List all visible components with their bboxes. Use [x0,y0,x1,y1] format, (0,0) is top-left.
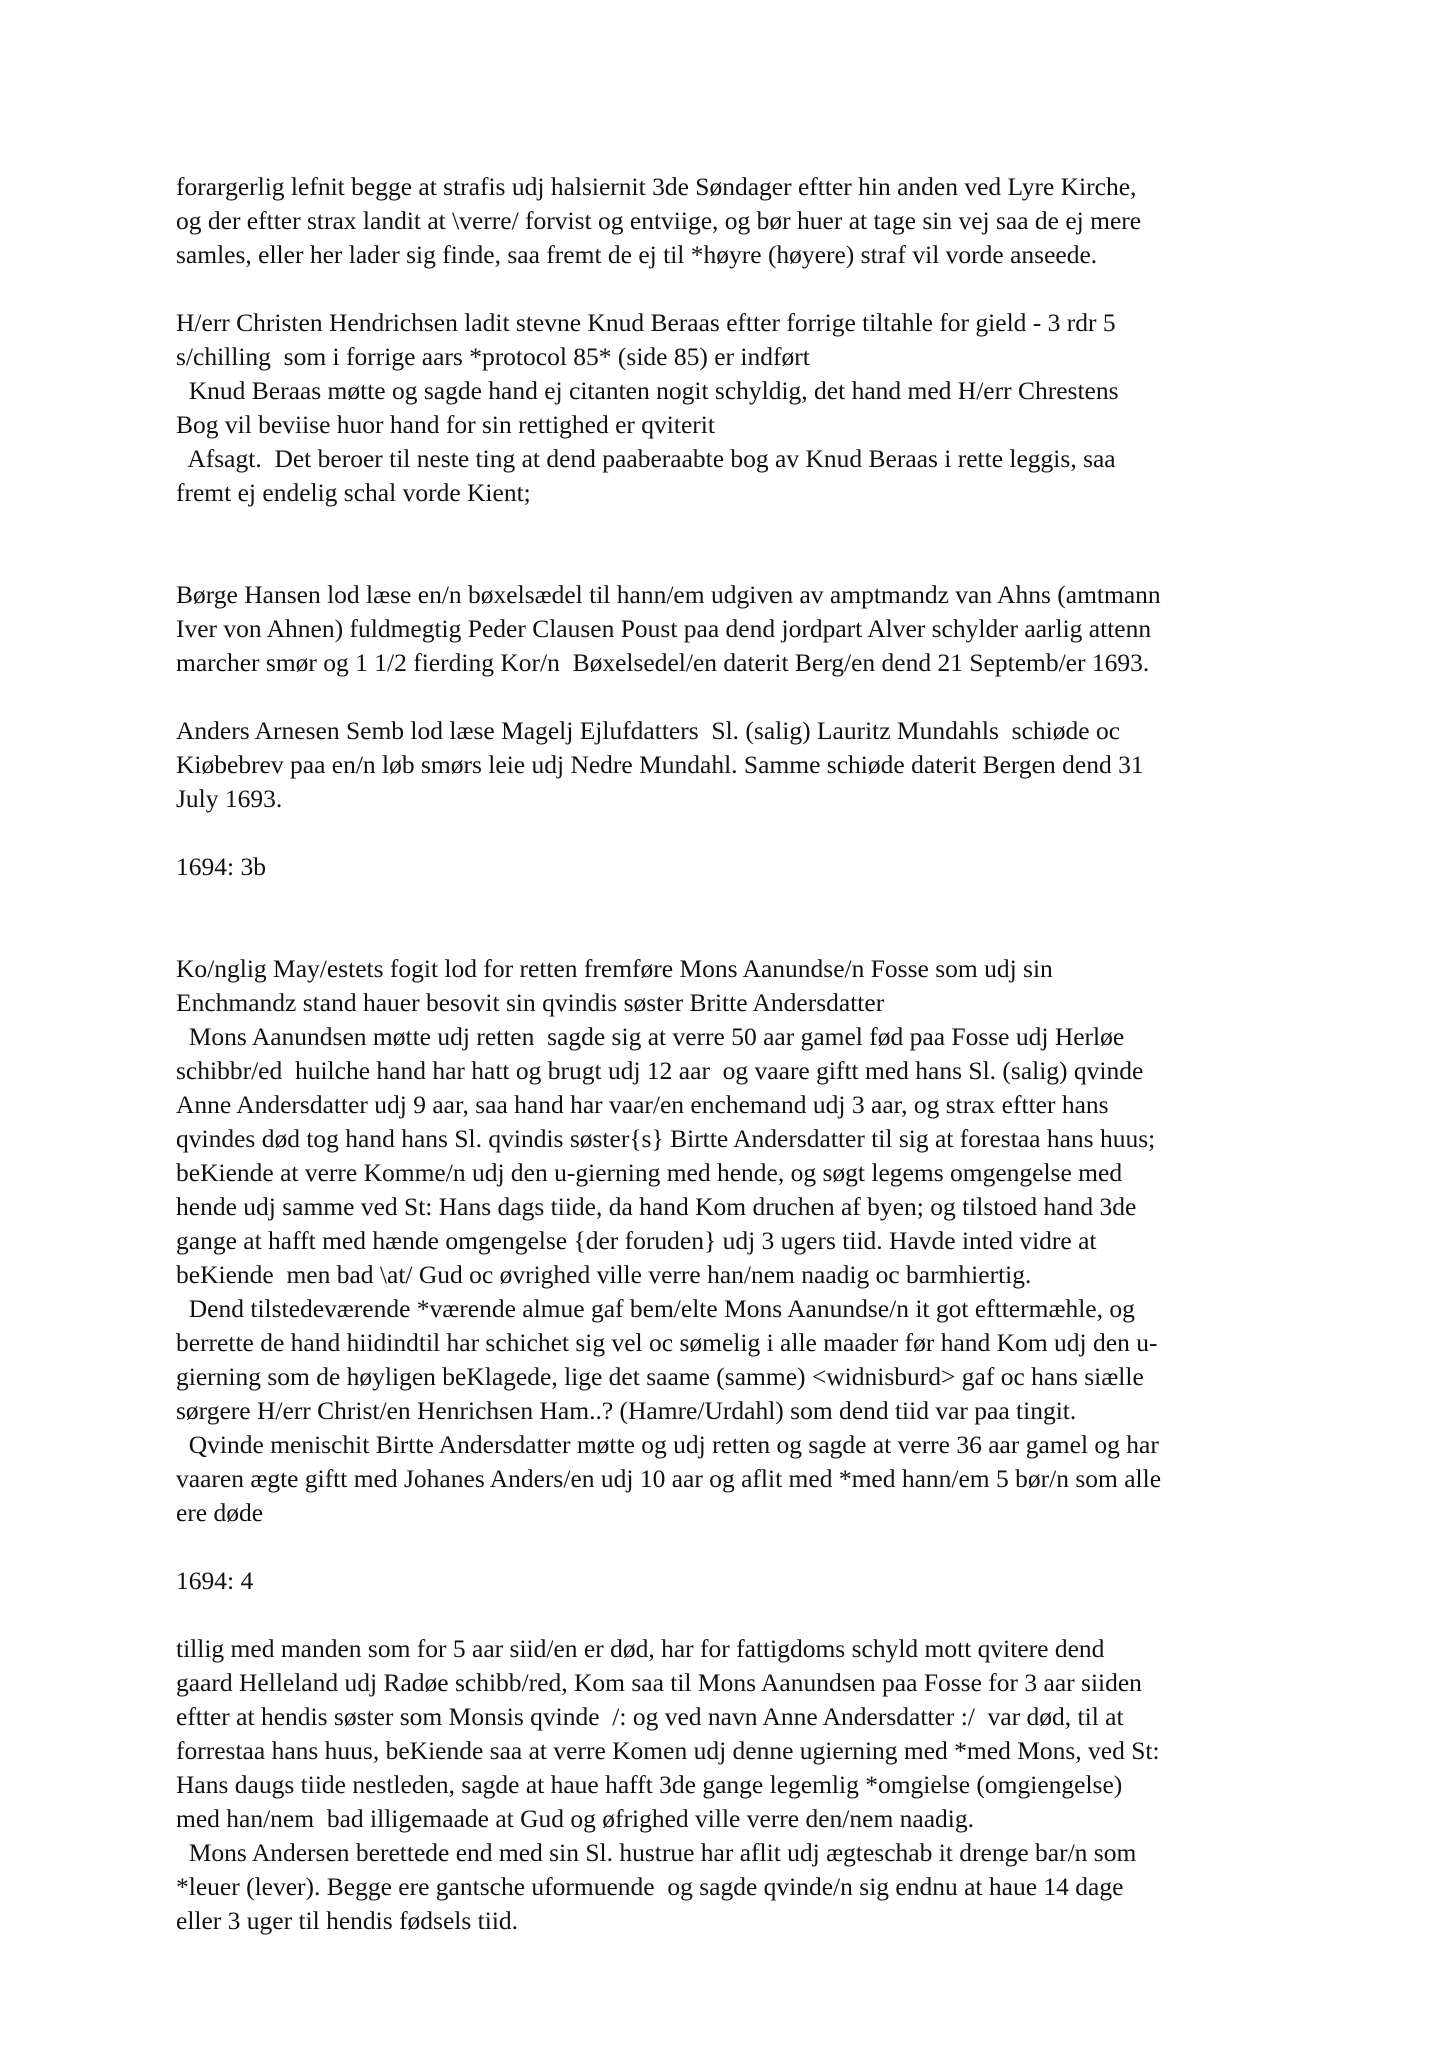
text-line: Iver von Ahnen) fuldmegtig Peder Clausen Poust paa dend jordpart Alver schylder aarlig attenn [176,614,1152,643]
text-line: gange at hafft med hænde omgengelse {der foruden} udj 3 ugers tiid. Havde inted vidre at [176,1226,1097,1255]
text-line: Ko/nglig May/estets fogit lod for retten fremføre Mons Aanundse/n Fosse som udj sin [176,954,1053,983]
paragraph [176,170,1336,272]
text-line: s/chilling som i forrige aars *protocol 85* (side 85) er indført [176,342,810,371]
text-line: fremt ej endelig schal vorde Kient; [176,478,531,507]
text-line: og der eftter strax landit at \verre/ forvist og entviige, og bør huer at tage sin vej saa de ej mere [176,206,1142,235]
text-line: forargerlig lefnit begge at strafis udj halsiernit 3de Søndager eftter hin anden ved Lyre Kirche, [176,172,1137,201]
text-line: Dend tilstedeværende *værende almue gaf bem/elte Mons Aanundse/n it got efttermæhle, og [176,1294,1135,1323]
text-line: vaaren ægte giftt med Johanes Anders/en udj 10 aar og aflit med *med hann/em 5 bør/n som alle [176,1464,1162,1493]
text-line: Børge Hansen lod læse en/n bøxelsædel til hann/em udgiven av amptmandz van Ahns (amtmann [176,580,1161,609]
text-line: Qvinde menischit Birtte Andersdatter møtte og udj retten og sagde at verre 36 aar gamel og har [176,1430,1159,1459]
paragraph-spacer [176,272,1336,306]
paragraph-spacer [176,816,1336,850]
text-line: schibbr/ed huilche hand har hatt og brugt udj 12 aar og vaare giftt med hans Sl. (salig) qvinde [176,1056,1144,1085]
text-line: beKiende men bad \at/ Gud oc øvrighed ville verre han/nem naadig oc barmhiertig. [176,1260,1032,1289]
text-line: berrette de hand hiidindtil har schichet sig vel oc sømelig i alle maader før hand Kom udj den u- [176,1328,1158,1357]
text-line: gaard Helleland udj Radøe schibb/red, Kom saa til Mons Aanundsen paa Fosse for 3 aar siiden [176,1668,1142,1697]
page-reference [176,1564,1336,1598]
text-line: eller 3 uger til hendis fødsels tiid. [176,1906,519,1935]
paragraph [176,578,1336,680]
text-line: forrestaa hans huus, beKiende saa at verre Komen udj denne ugierning med *med Mons, ved St: [176,1736,1160,1765]
paragraph-spacer [176,680,1336,714]
text-line: marcher smør og 1 1/2 fierding Kor/n Bøxelsedel/en daterit Berg/en dend 21 Septemb/er 1693. [176,648,1150,677]
text-line: tillig med manden som for 5 aar siid/en er død, har for fattigdoms schyld mott qvitere dend [176,1634,1105,1663]
text-line: Anne Andersdatter udj 9 aar, saa hand har vaar/en enchemand udj 3 aar, og strax eftter hans [176,1090,1109,1119]
paragraph-spacer [176,1598,1336,1632]
paragraph-spacer [176,884,1336,952]
text-line: Hans daugs tiide nestleden, sagde at haue hafft 3de gange legemlig *omgielse (omgiengelse) [176,1770,1123,1799]
text-line: July 1693. [176,784,283,813]
page-reference [176,850,1336,884]
text-line: beKiende at verre Komme/n udj den u-gierning med hende, og søgt legems omgengelse med [176,1158,1123,1187]
text-line: Mons Aanundsen møtte udj retten sagde sig at verre 50 aar gamel fød paa Fosse udj Herløe [176,1022,1125,1051]
text-line: Mons Andersen berettede end med sin Sl. hustrue har aflit udj ægteschab it drenge bar/n som [176,1838,1137,1867]
paragraph [176,952,1336,1530]
page-reference-text: 1694: 3b [176,852,266,881]
paragraph [176,714,1336,816]
text-line: sørgere H/err Christ/en Henrichsen Ham..? (Hamre/Urdahl) som dend tiid var paa tingit. [176,1396,1077,1425]
paragraph [176,306,1336,510]
text-line: gierning som de høyligen beKlagede, lige det saame (samme) <widnisburd> gaf oc hans siælle [176,1362,1144,1391]
paragraph-spacer [176,1530,1336,1564]
paragraph-spacer [176,510,1336,578]
document-page [176,170,1336,1938]
text-line: *leuer (lever). Begge ere gantsche uformuende og sagde qvinde/n sig endnu at haue 14 dage [176,1872,1124,1901]
text-line: med han/nem bad illigemaade at Gud og øfrighed ville verre den/nem naadig. [176,1804,975,1833]
text-line: samles, eller her lader sig finde, saa fremt de ej til *høyre (høyere) straf vil vorde anseede. [176,240,1098,269]
text-line: Bog vil beviise huor hand for sin rettighed er qviterit [176,410,715,439]
text-line: H/err Christen Hendrichsen ladit stevne Knud Beraas eftter forrige tiltahle for gield - 3 rdr 5 [176,308,1116,337]
text-line: eftter at hendis søster som Monsis qvinde /: og ved navn Anne Andersdatter :/ var død, til at [176,1702,1124,1731]
page-reference-text: 1694: 4 [176,1566,254,1595]
text-line: Anders Arnesen Semb lod læse Magelj Ejlufdatters Sl. (salig) Lauritz Mundahls schiøde oc [176,716,1121,745]
text-line: ere døde [176,1498,264,1527]
text-line: qvindes død tog hand hans Sl. qvindis søster{s} Birtte Andersdatter til sig at forestaa hans huus; [176,1124,1156,1153]
paragraph [176,1632,1336,1938]
text-line: hende udj samme ved St: Hans dags tiide, da hand Kom druchen af byen; og tilstoed hand 3de [176,1192,1137,1221]
text-line: Kiøbebrev paa en/n løb smørs leie udj Nedre Mundahl. Samme schiøde daterit Bergen dend 31 [176,750,1144,779]
text-line: Knud Beraas møtte og sagde hand ej citanten nogit schyldig, det hand med H/err Chrestens [176,376,1119,405]
text-line: Afsagt. Det beroer til neste ting at dend paaberaabte bog av Knud Beraas i rette leggis, saa [176,444,1116,473]
text-line: Enchmandz stand hauer besovit sin qvindis søster Britte Andersdatter [176,988,885,1017]
